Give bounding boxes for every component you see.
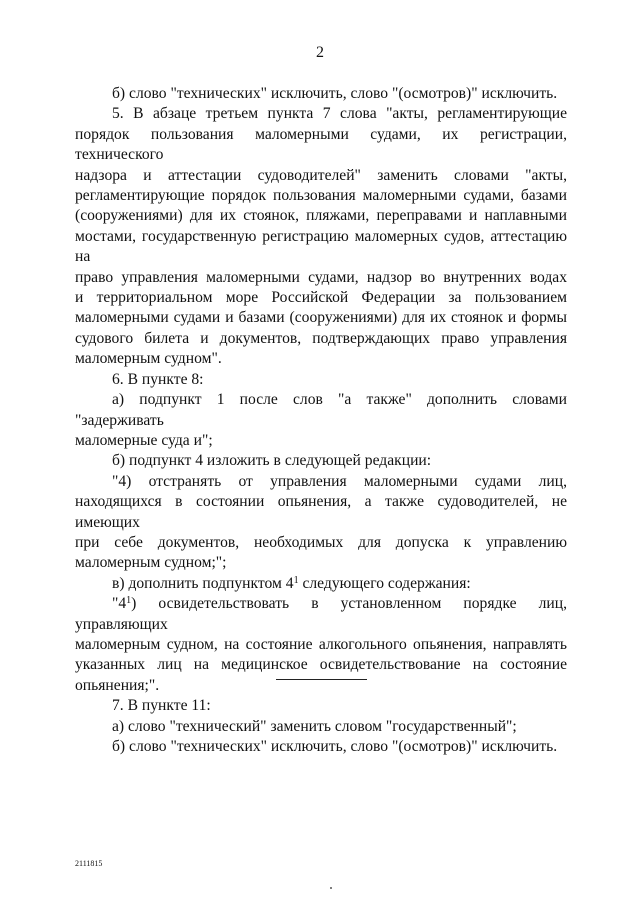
paragraph-3: 6. В пункте 8: bbox=[112, 370, 204, 388]
paragraph-2-line-7: право управления маломерными судами, надзор во внутренних водах bbox=[75, 268, 567, 286]
paragraph-2-line-6: мостами, государственную регистрацию маломерных судов, аттестацию на bbox=[75, 227, 567, 266]
paragraph-2-line-10: судового билета и документов, подтверждающих право управления bbox=[75, 329, 567, 347]
paragraph-6-line-3: при себе документов, необходимых для допуска к управлению bbox=[75, 533, 567, 551]
paragraph-8-line-1 bbox=[75, 594, 567, 635]
page-number: 2 bbox=[316, 44, 324, 61]
paragraph-2-line-2: порядок пользования маломерными судами, их регистрации, технического bbox=[75, 125, 567, 164]
paragraph-7 bbox=[75, 574, 567, 594]
paragraph-2-line-5: (сооружениями) для их стоянок, пляжами, переправами и наплавными bbox=[75, 207, 567, 225]
paragraph-6-line-2: находящихся в состоянии опьянения, а также судоводителей, не имеющих bbox=[75, 493, 567, 531]
paragraph-2-line-4: регламентирующие порядок пользования маломерными судами, базами bbox=[75, 187, 567, 205]
paragraph-4-line-2: маломерные суда и"; bbox=[75, 431, 213, 449]
paragraph-8-line-1-rest: ) освидетельствовать в установленном порядке лиц, управляющих bbox=[75, 595, 567, 633]
paragraph-2-line-1: 5. В абзаце третьем пункта 7 слова "акты, регламентирующие bbox=[112, 105, 567, 123]
paragraph-4-line-1: а) подпункт 1 после слов "а также" дополнить словами "задерживать bbox=[75, 391, 567, 429]
scan-speck bbox=[330, 887, 332, 889]
paragraph-4 bbox=[75, 390, 567, 451]
paragraph-8 bbox=[75, 594, 567, 696]
paragraph-2 bbox=[75, 104, 567, 369]
paragraph-1: б) слово "технических" исключить, слово "(осмотров)" исключить. bbox=[112, 85, 558, 102]
paragraph-2-line-9: маломерными судами и базами (сооружениями) для их стоянок и формы bbox=[75, 309, 567, 327]
superscript-1: 1 bbox=[293, 574, 299, 586]
paragraph-8-line-4: опьянения;". bbox=[75, 676, 160, 694]
paragraph-8-line-3: указанных лиц на медицинское освидетельствование на состояние bbox=[75, 656, 567, 674]
paragraph-11: б) слово "технических" исключить, слово "(осмотров)" исключить. bbox=[112, 738, 558, 755]
paragraph-6-line-1: "4) отстранять от управления маломерными судами лиц, bbox=[112, 472, 567, 490]
document-code: 2111815 bbox=[75, 859, 103, 868]
paragraph-7-text-before: в) дополнить подпунктом 4 bbox=[112, 574, 294, 592]
paragraph-6-line-4: маломерным судном;"; bbox=[75, 554, 227, 572]
document-body bbox=[75, 84, 567, 757]
paragraph-10: а) слово "технический" заменить словом "государственный"; bbox=[112, 717, 517, 735]
paragraph-2-line-3: надзора и аттестации судоводителей" заменить словами "акты, bbox=[75, 166, 567, 184]
paragraph-2-line-11: маломерным судном". bbox=[75, 350, 222, 368]
closing-separator-line bbox=[276, 679, 367, 680]
paragraph-2-line-8: и территориальном море Российской Федерации за пользованием bbox=[75, 289, 567, 307]
paragraph-9: 7. В пункте 11: bbox=[112, 697, 211, 715]
paragraph-7-text-after: следующего содержания: bbox=[298, 574, 471, 592]
paragraph-8-line-1-prefix: "4 bbox=[112, 595, 127, 613]
superscript-1: 1 bbox=[126, 595, 132, 607]
paragraph-8-line-2: маломерным судном, на состояние алкогольного опьянения, направлять bbox=[75, 635, 567, 653]
paragraph-6 bbox=[75, 472, 567, 574]
paragraph-5: б) подпункт 4 изложить в следующей редакции: bbox=[112, 452, 432, 470]
